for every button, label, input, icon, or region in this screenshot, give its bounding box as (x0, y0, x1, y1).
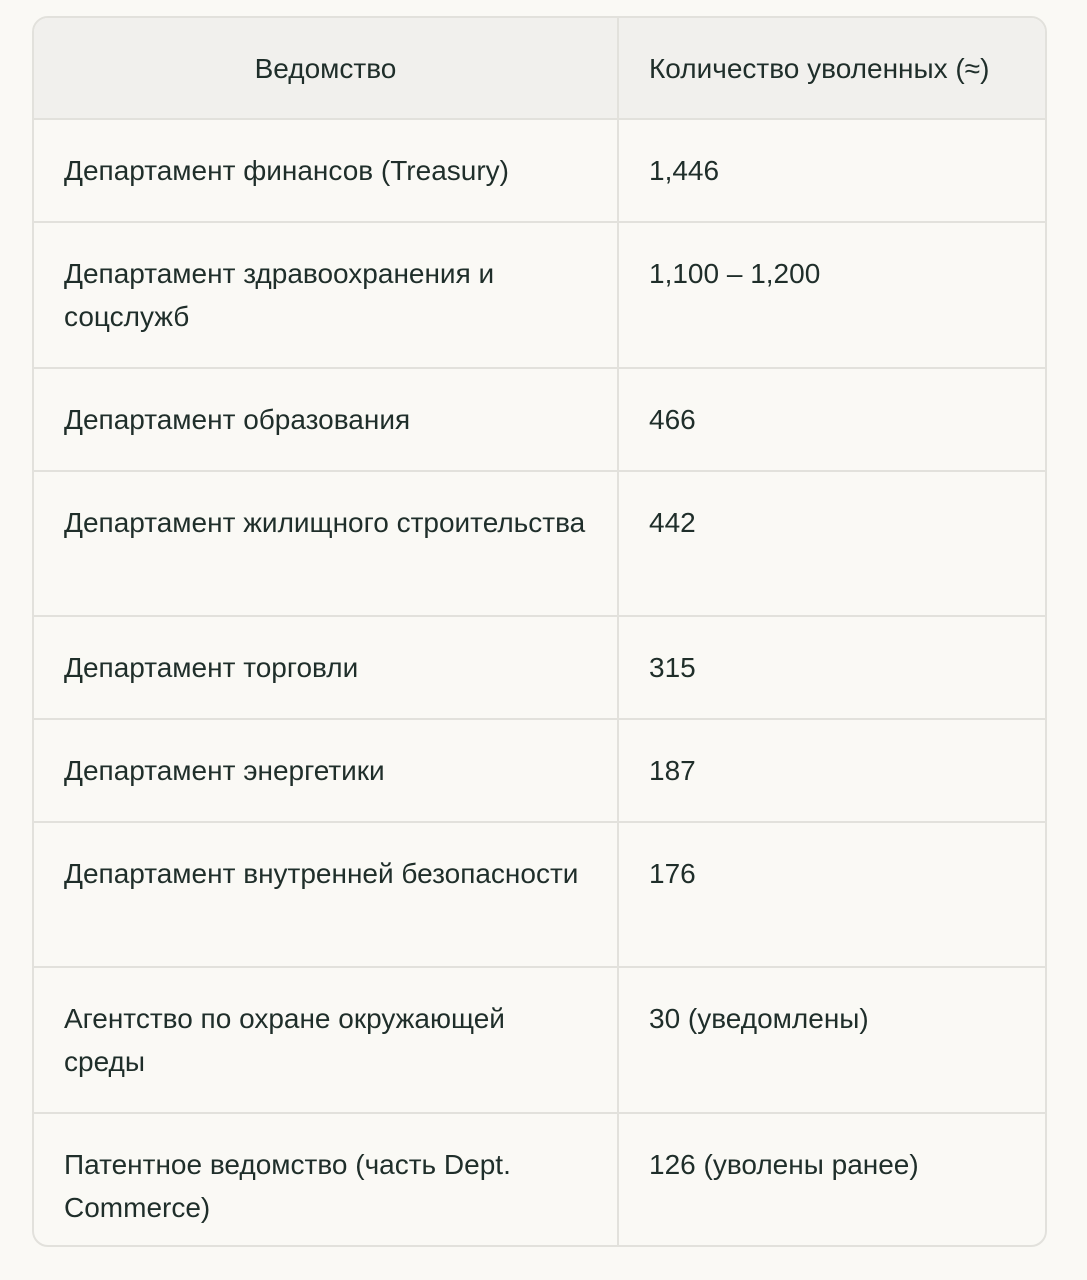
header-agency: Ведомство (34, 18, 618, 119)
agency-cell: Патентное ведомство (часть Dept. Commerce) (34, 1113, 618, 1247)
count-cell: 466 (618, 368, 1045, 471)
count-cell: 176 (618, 822, 1045, 967)
count-cell: 30 (уведомлены) (618, 967, 1045, 1113)
agency-cell: Департамент торговли (34, 616, 618, 719)
table-row (34, 471, 1045, 616)
agency-cell: Агентство по охране окружающей среды (34, 967, 618, 1113)
count-cell: 1,100 – 1,200 (618, 222, 1045, 368)
layoffs-table (34, 18, 1045, 1247)
table-row (34, 616, 1045, 719)
agency-cell: Департамент здравоохранения и соцслужб (34, 222, 618, 368)
header-count: Количество уволенных (≈) (618, 18, 1045, 119)
count-cell: 315 (618, 616, 1045, 719)
table-row (34, 119, 1045, 222)
table-row (34, 822, 1045, 967)
agency-cell: Департамент внутренней безопасности (34, 822, 618, 967)
table-header-row (34, 18, 1045, 119)
table-row (34, 967, 1045, 1113)
agency-cell: Департамент финансов (Treasury) (34, 119, 618, 222)
table-row (34, 222, 1045, 368)
table-row (34, 1113, 1045, 1247)
table-row (34, 719, 1045, 822)
table-row (34, 368, 1045, 471)
count-cell: 442 (618, 471, 1045, 616)
agency-cell: Департамент жилищного строительства (34, 471, 618, 616)
agency-cell: Департамент образования (34, 368, 618, 471)
count-cell: 187 (618, 719, 1045, 822)
agency-cell: Департамент энергетики (34, 719, 618, 822)
count-cell: 126 (уволены ранее) (649, 1149, 919, 1180)
layoffs-table-container (32, 16, 1047, 1247)
count-cell: 1,446 (618, 119, 1045, 222)
